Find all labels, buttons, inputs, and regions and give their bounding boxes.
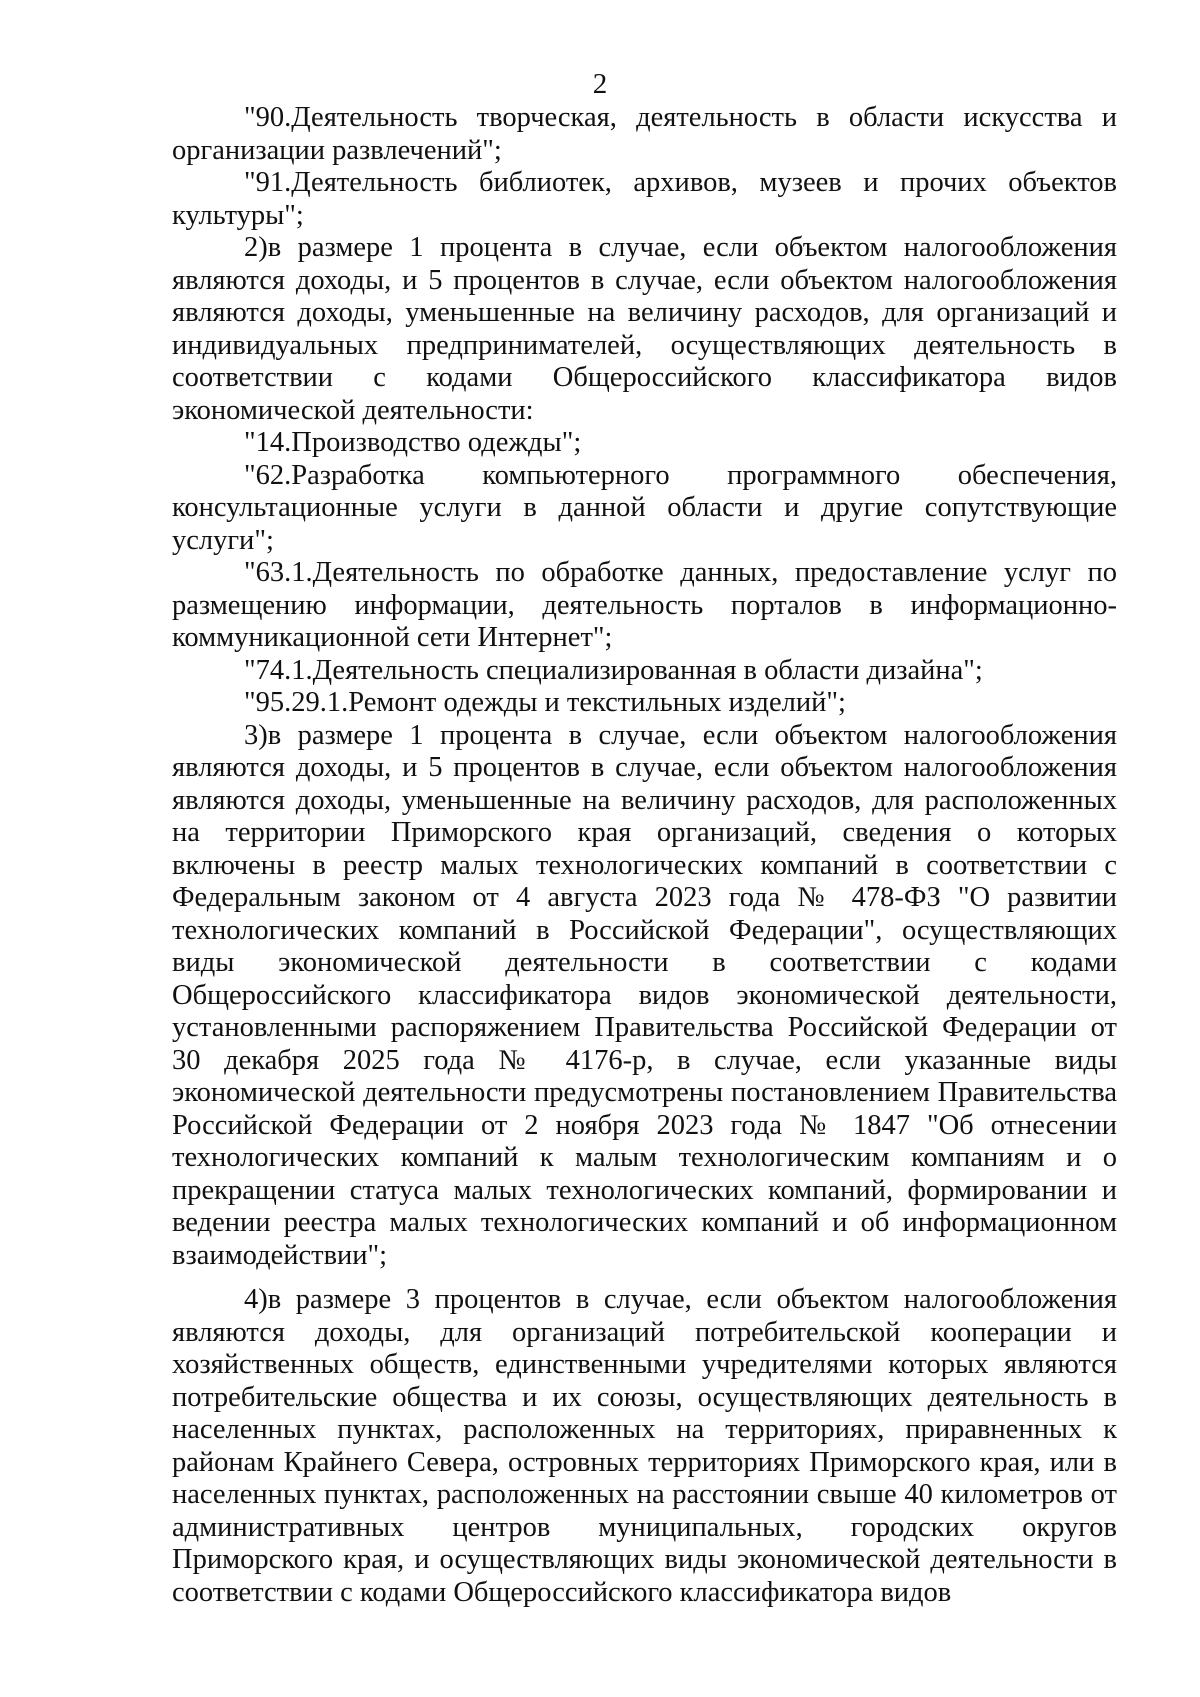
paragraph-okved-14: "14.Производство одежды"; [244, 427, 582, 458]
paragraph-item-4: 4)в размере 3 процентов в случае, если объектом налогообложения являются доходы, для организаций потребительской кооперации и хозяйственных обществ, единственными учредителями которых являются потребительские общества и их союзы, осуществляющих деятельность в населенных пунктах, расположенных на территориях, приравненных к районам Крайнего Севера, островных территориях Приморского края, или в населенных пунктах, расположенных на расстоянии свыше 40 километров от административных центров муниципальных, городских округов Приморского края, и осуществляющих виды экономической деятельности в соответствии с кодами Общероссийского классификатора видов [172, 1284, 1117, 1608]
paragraph-okved-90: "90.Деятельность творческая, деятельность в области искусства и организации развлечений"; [172, 102, 1117, 166]
page-number: 2 [592, 68, 608, 100]
paragraph-okved-74-1: "74.1.Деятельность специализированная в области дизайна"; [244, 654, 983, 686]
paragraph-okved-63-1: "63.1.Деятельность по обработке данных, предоставление услуг по размещению информации, деятельность порталов в информационно-коммуникационной сети Интернет"; [172, 557, 1117, 653]
paragraph-item-2: 2)в размере 1 процента в случае, если объектом налогообложения являются доходы, и 5 процентов в случае, если объектом налогообложения являются доходы, уменьшенные на величину расходов, для организаций и индивидуальных предпринимателей, осуществляющих деятельность в соответствии с кодами Общероссийского классификатора видов экономической деятельности: [172, 232, 1117, 426]
paragraph-item-3: 3)в размере 1 процента в случае, если объектом налогообложения являются доходы, и 5 процентов в случае, если объектом налогообложения являются доходы, уменьшенные на величину расходов, для расположенных на территории Приморского края организаций, сведения о которых включены в реестр малых технологических компаний в соответствии с Федеральным законом от 4 августа 2023 года № 478-ФЗ "О развитии технологических компаний в Российской Федерации", осуществляющих виды экономической деятельности в соответствии с кодами Общероссийского классификатора видов экономической деятельности, установленными распоряжением Правительства Российской Федерации от 30 декабря 2025 года № 4176-р, в случае, если указанные виды экономической деятельности предусмотрены постановлением Правительства Российской Федерации от 2 ноября 2023 года № 1847 "Об отнесении технологических компаний к малым технологическим компаниям и о прекращении статуса малых технологических компаний, формировании и ведении реестра малых технологических компаний и об информационном взаимодействии"; [172, 719, 1117, 1271]
document-body [172, 102, 1117, 1609]
paragraph-okved-62: "62.Разработка компьютерного программного обеспечения, консультационные услуги в данной области и другие сопутствующие услуги"; [172, 459, 1117, 556]
paragraph-okved-95-29-1: "95.29.1.Ремонт одежды и текстильных изделий"; [244, 687, 846, 718]
paragraph-okved-91: "91.Деятельность библиотек, архивов, музеев и прочих объектов культуры"; [172, 167, 1117, 231]
